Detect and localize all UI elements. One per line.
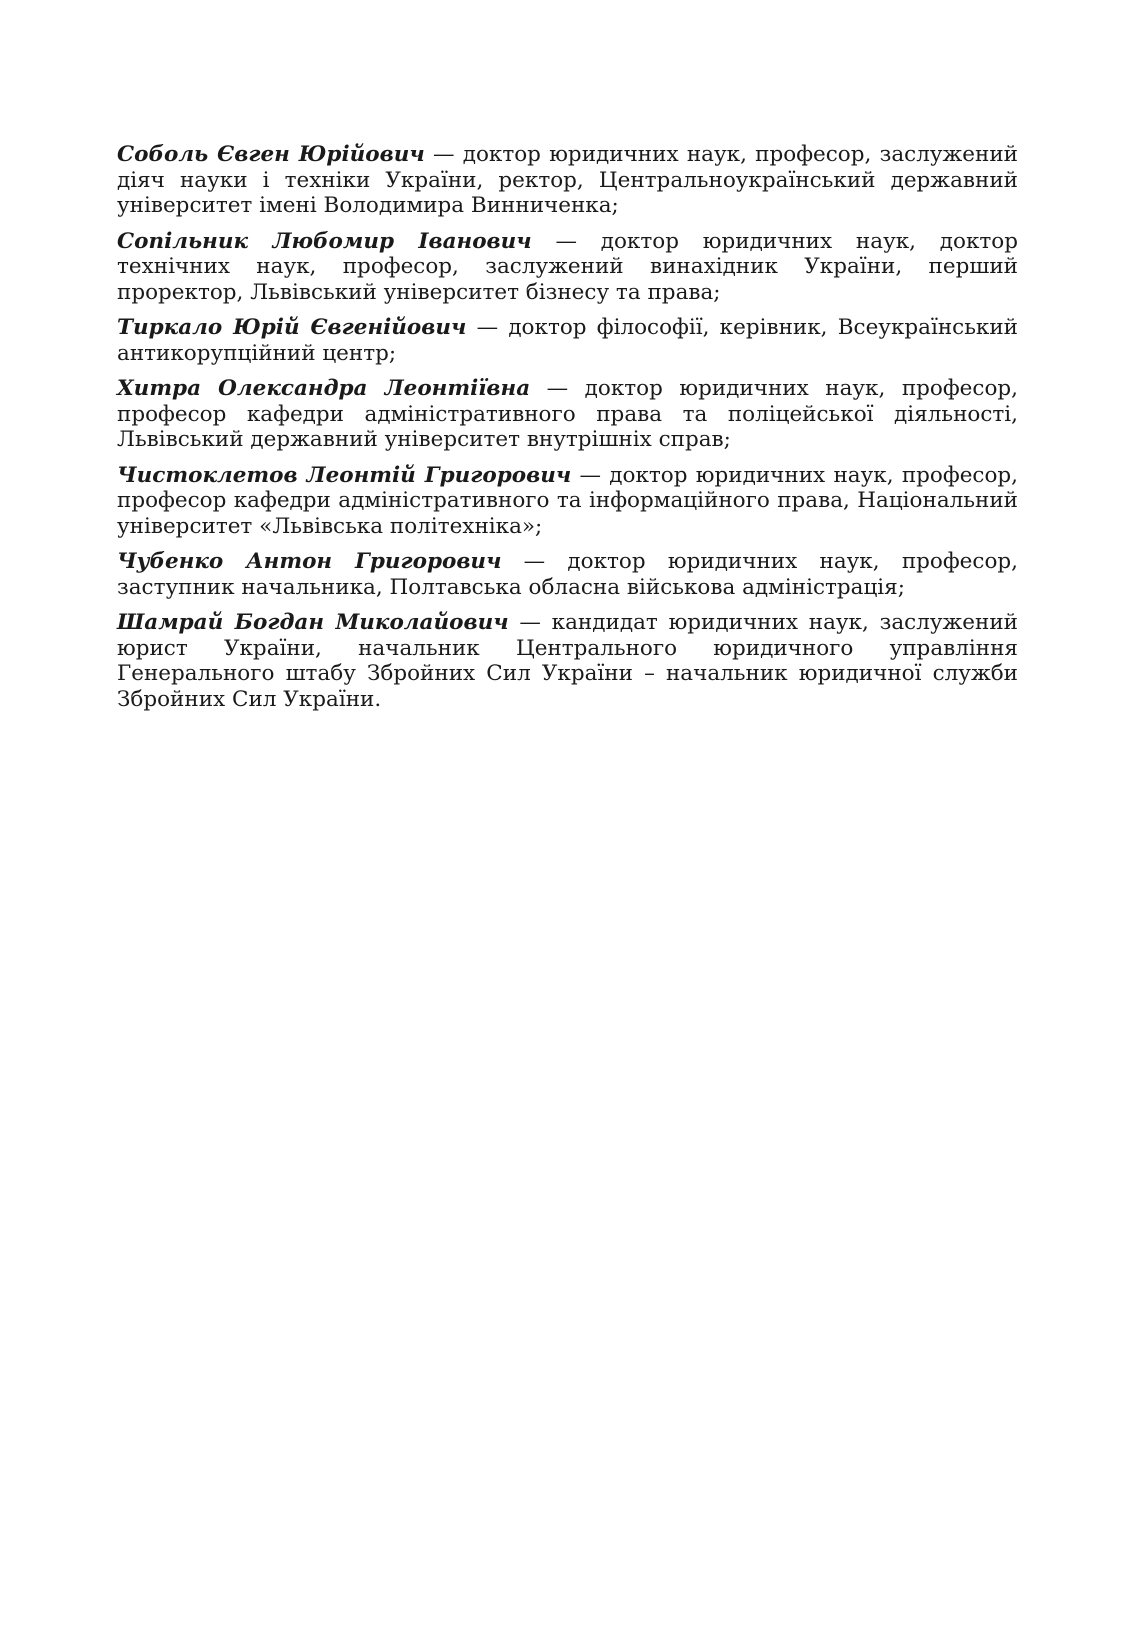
- member-description: — кандидат юридичних наук, заслужений юрист України, начальник Центрального юридичного управління Генерального штабу Збройних Сил України – начальник юридичної служби Збройних Сил України.: [117, 610, 1019, 712]
- member-description: — доктор філософії, керівник, Всеукраїнський антикорупційний центр;: [117, 315, 1019, 366]
- member-list: [117, 142, 1018, 722]
- member-entry-khytra: [117, 376, 1018, 453]
- member-description: — доктор юридичних наук, професор, заступник начальника, Полтавська обласна військова адміністрація;: [117, 549, 1018, 600]
- member-entry-tyrkalo: [117, 315, 1018, 366]
- member-description: — доктор юридичних наук, професор, професор кафедри адміністративного права та поліцейської діяльності, Львівський державний університет внутрішніх справ;: [117, 376, 1018, 452]
- member-description: — доктор юридичних наук, професор, заслужений діяч науки і техніки України, ректор, Центральноукраїнський державний університет імені Володимира Винниченка;: [117, 142, 1019, 218]
- member-name: Сопільник Любомир Іванович: [117, 228, 532, 254]
- member-name: Шамрай Богдан Миколайович: [117, 610, 509, 635]
- member-name: Хитра Олександра Леонтіївна: [117, 376, 531, 401]
- member-name: Соболь Євген Юрійович: [117, 142, 425, 167]
- member-entry-sopilnyk: [117, 229, 1018, 306]
- member-name: Чистоклетов Леонтій Григорович: [117, 462, 572, 488]
- member-entry-chystokletov: [117, 463, 1018, 540]
- member-entry-chubenko: [117, 549, 1018, 600]
- member-name: Тиркало Юрій Євгенійович: [117, 315, 467, 340]
- member-description: — доктор юридичних наук, професор, професор кафедри адміністративного та інформаційного права, Національний університет «Львівська політехніка»;: [117, 462, 1019, 539]
- member-name: Чубенко Антон Григорович: [117, 549, 502, 574]
- member-entry-shamrai: [117, 610, 1018, 712]
- member-description: — доктор юридичних наук, доктор технічних наук, професор, заслужений винахідник України, перший проректор, Львівський університет бізнесу та права;: [117, 228, 1018, 305]
- member-entry-sobol: [117, 142, 1018, 219]
